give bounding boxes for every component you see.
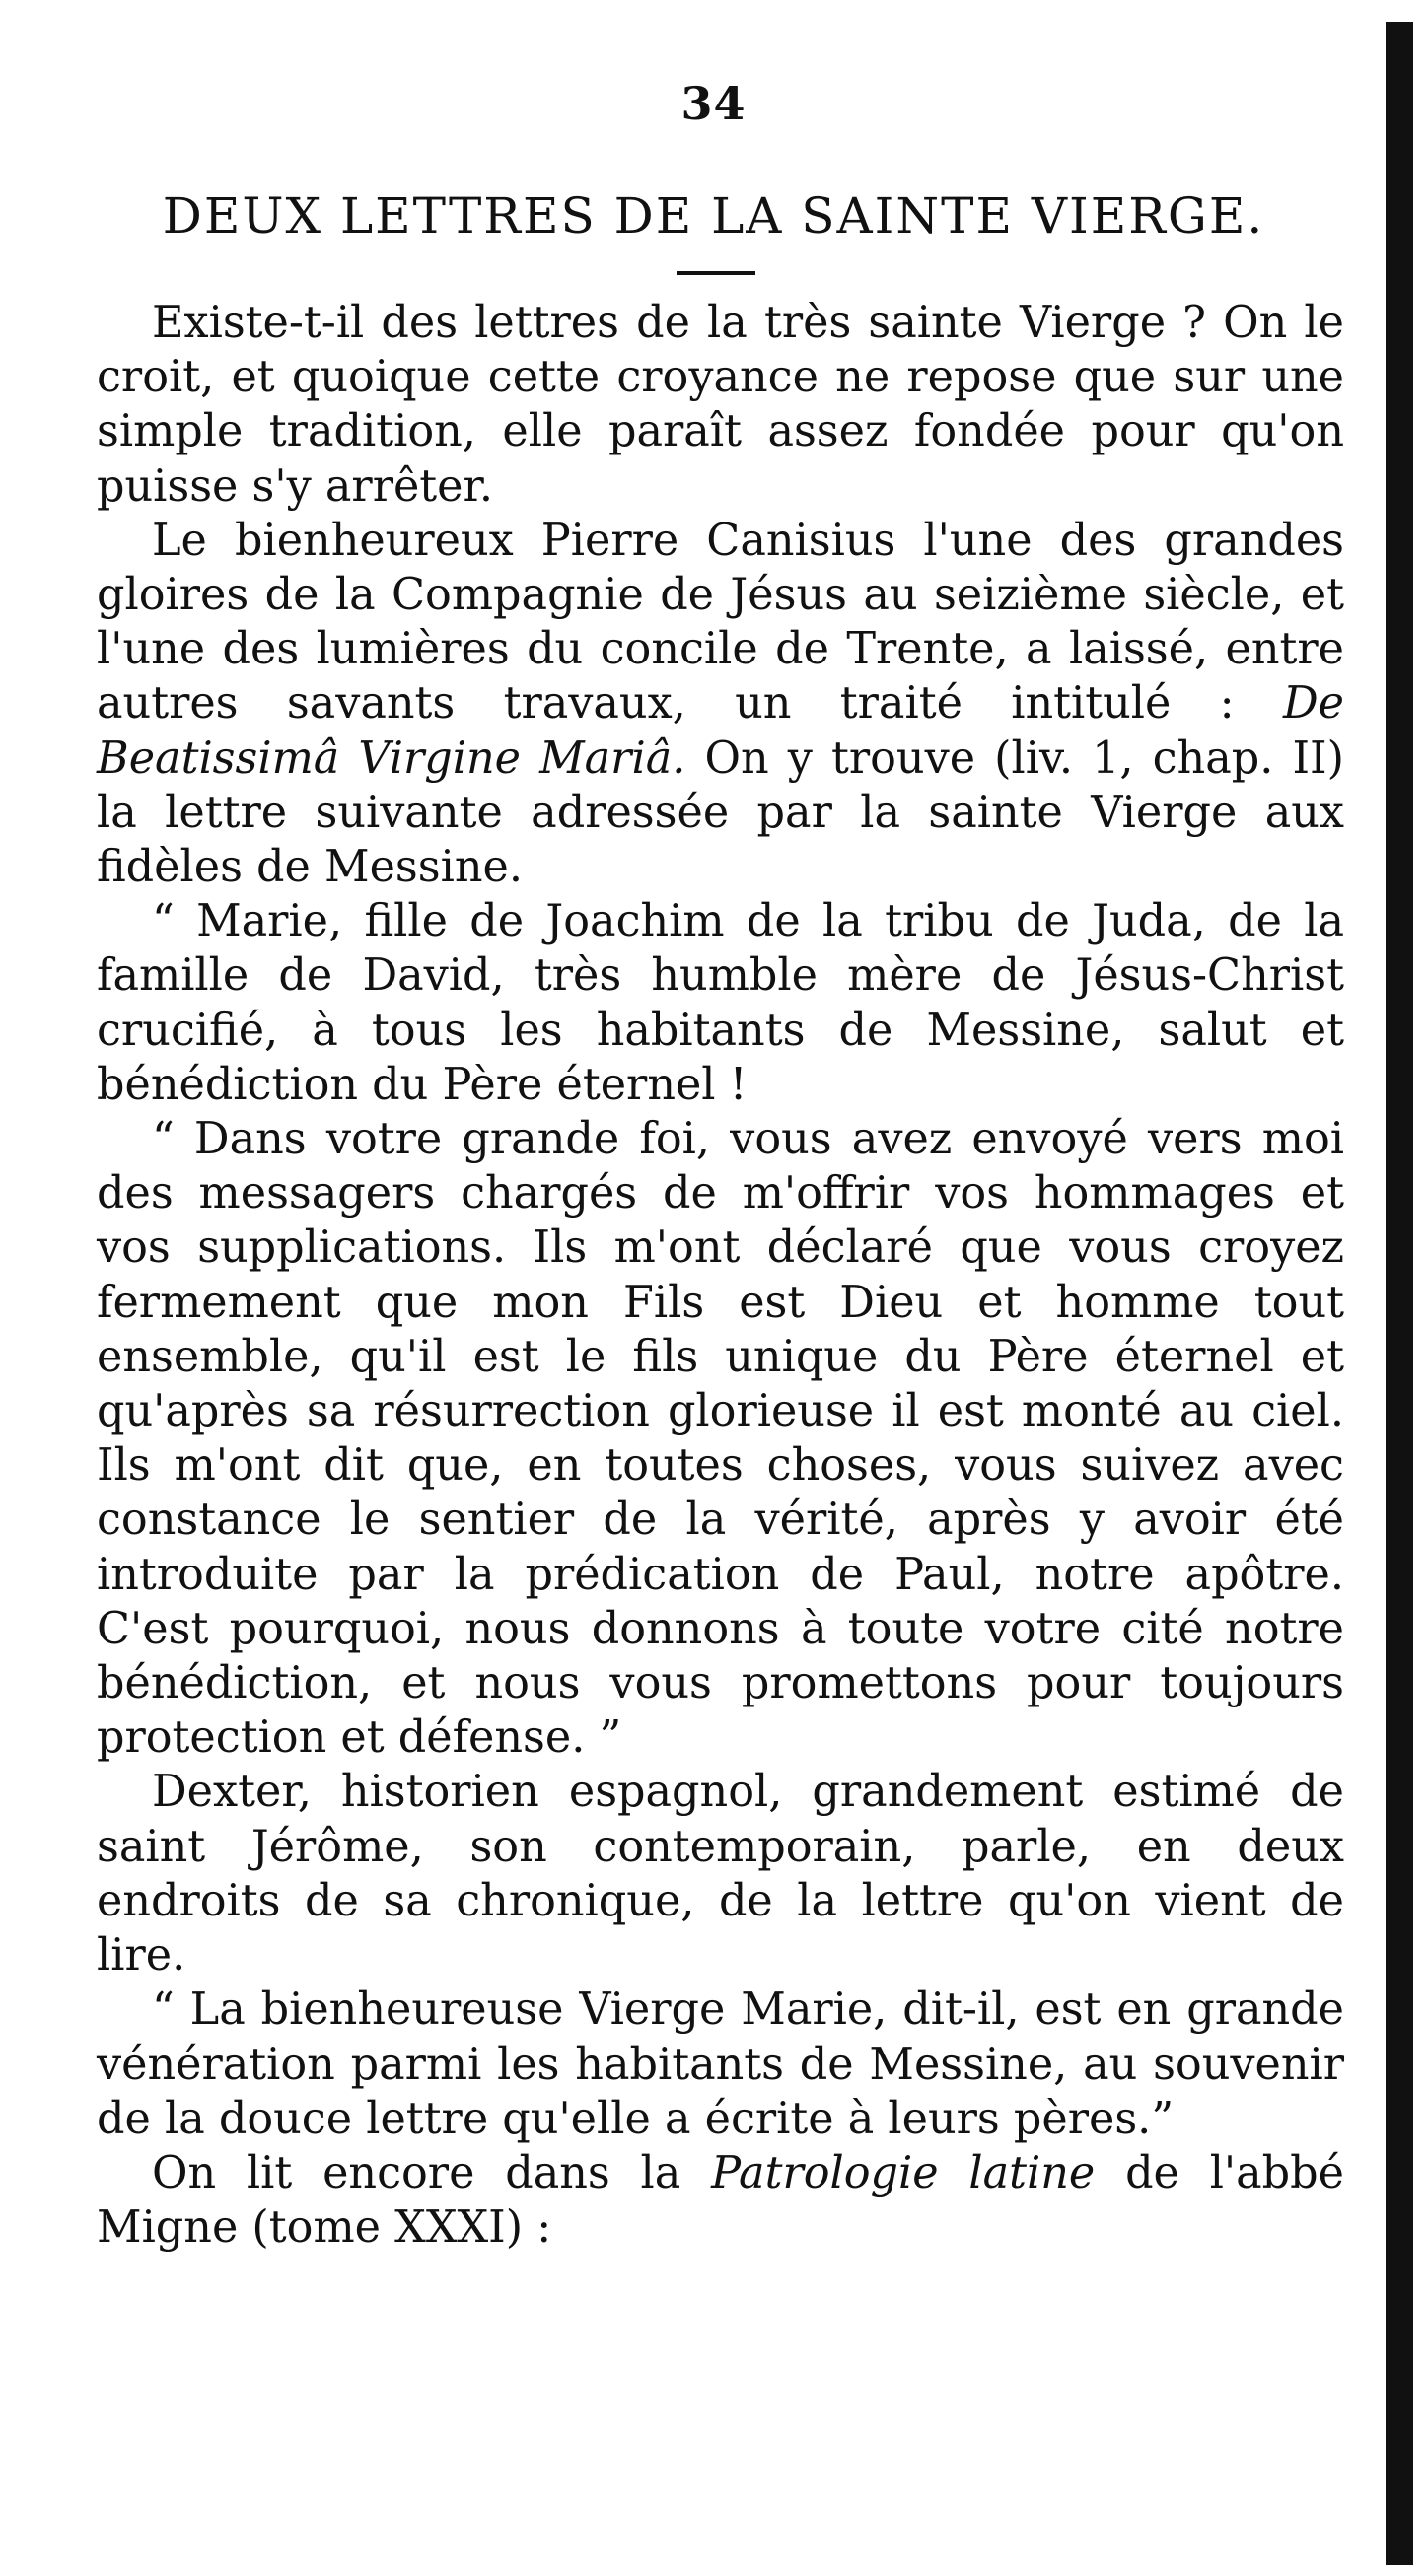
paragraph-text: Le bienheureux Pierre Canisius l'une des grandes gloires de la Compagnie de Jésus au seizième siècle, et l'une des lumières du concile de Trente, a laissé, entre autres savants travaux, un traité intitulé : [97, 515, 1344, 730]
book-title: De Beatissimâ Virgine Mariâ. [97, 678, 1344, 784]
book-title: Patrologie latine [711, 2147, 1096, 2198]
paragraph-dexter: Dexter, historien espagnol, grandement estimé de saint Jérôme, son contemporain, parle, en deux endroits de sa chronique, de la lettre qu'on vient de lire. [97, 1767, 1344, 1982]
paragraph-intro: Existe-t-il des lettres de la très sainte Vierge ? On le croit, et quoique cette croyance ne repose que sur une simple tradition, elle paraît assez fondée pour qu'on puisse s'y arrêter. [97, 298, 1344, 512]
body-text [97, 296, 1344, 2255]
paragraph-letter-body: “ Dans votre grande foi, vous avez envoyé vers moi des messagers chargés de m'offrir vos hommages et vos supplications. Ils m'ont déclaré que vous croyez fermement que mon Fils est Dieu et homme tout ensemble, qu'il est le fils unique du Père éternel et qu'après sa résurrection glorieuse il est monté au ciel. Ils m'ont dit que, en toutes choses, vous suivez avec constance le sentier de la vérité, après y avoir été introduite par la prédication de Paul, notre apôtre. C'est pourquoi, nous donnons à toute votre cité notre bénédiction, et nous vous promettons pour toujours protection et défense. ” [97, 1114, 1344, 1764]
paragraph-canisius [97, 514, 1344, 894]
paragraph-migne [97, 2146, 1344, 2255]
title-separator [677, 271, 755, 275]
page-number: 34 [680, 77, 747, 130]
paragraph-quote: “ La bienheureuse Vierge Marie, dit-il, est en grande vénération parmi les habitants de Messine, au souvenir de la douce lettre qu'elle a écrite à leurs pères.” [97, 1984, 1344, 2144]
page-edge-rule [1386, 22, 1413, 2565]
paragraph-text: On y trouve (liv. 1, chap. II) la lettre suivante adressée par la sainte Vierge aux fidèles de Messine. [97, 732, 1345, 893]
paragraph-letter-salutation: “ Marie, fille de Joachim de la tribu de Juda, de la famille de David, très humble mère de Jésus-Christ crucifié, à tous les habitants de Messine, salut et bénédiction du Père éternel ! [97, 896, 1344, 1110]
paragraph-text: de l'abbé Migne (tome XXXI) : [97, 2147, 1344, 2254]
paragraph-text: On lit encore dans la [152, 2147, 712, 2198]
chapter-title: DEUX LETTRES DE LA SAINTE VIERGE. [162, 187, 1265, 244]
